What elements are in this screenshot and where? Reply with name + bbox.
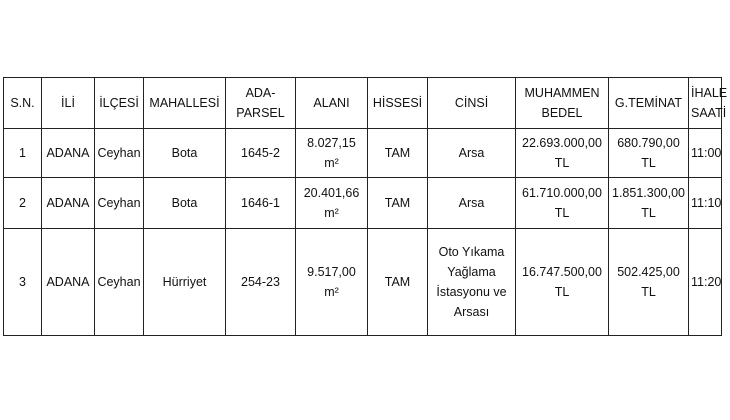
header-muhammen-bedel: MUHAMMEN BEDEL — [516, 78, 609, 129]
header-teminat: G.TEMİNAT — [609, 78, 689, 129]
cell-hisse: TAM — [368, 178, 428, 229]
cell-teminat: 1.851.300,00 TL — [609, 178, 689, 229]
cell-ihale-saati: 11:00 — [689, 129, 722, 178]
cell-muhammen-bedel: 22.693.000,00 TL — [516, 129, 609, 178]
cell-il: ADANA — [42, 178, 95, 229]
cell-ilce: Ceyhan — [95, 229, 144, 336]
header-il: İLİ — [42, 78, 95, 129]
cell-il: ADANA — [42, 129, 95, 178]
auction-table — [3, 77, 728, 336]
header-ihale-saati: İHALE SAATİ — [689, 78, 722, 129]
cell-hisse: TAM — [368, 129, 428, 178]
cell-ihale-saati: 11:10 — [689, 178, 722, 229]
table-row — [4, 229, 722, 336]
header-sn: S.N. — [4, 78, 42, 129]
cell-il: ADANA — [42, 229, 95, 336]
cell-alan: 9.517,00 m² — [296, 229, 368, 336]
cell-ada-parsel: 1646-1 — [226, 178, 296, 229]
cell-cins: Arsa — [428, 178, 516, 229]
cell-sn: 2 — [4, 178, 42, 229]
header-ilce: İLÇESİ — [95, 78, 144, 129]
header-ada-parsel: ADA- PARSEL — [226, 78, 296, 129]
header-cins: CİNSİ — [428, 78, 516, 129]
cell-cins: Oto Yıkama Yağlama İstasyonu ve Arsası — [428, 229, 516, 336]
header-mahalle: MAHALLESİ — [144, 78, 226, 129]
header-alan: ALANI — [296, 78, 368, 129]
cell-teminat: 502.425,00 TL — [609, 229, 689, 336]
cell-mahalle: Bota — [144, 178, 226, 229]
cell-ilce: Ceyhan — [95, 178, 144, 229]
cell-muhammen-bedel: 16.747.500,00 TL — [516, 229, 609, 336]
cell-mahalle: Bota — [144, 129, 226, 178]
cell-alan: 8.027,15 m² — [296, 129, 368, 178]
cell-ada-parsel: 254-23 — [226, 229, 296, 336]
cell-cins: Arsa — [428, 129, 516, 178]
cell-ihale-saati: 11:20 — [689, 229, 722, 336]
cell-teminat: 680.790,00 TL — [609, 129, 689, 178]
table-header-row — [4, 78, 722, 129]
cell-muhammen-bedel: 61.710.000,00 TL — [516, 178, 609, 229]
cell-sn: 3 — [4, 229, 42, 336]
cell-sn: 1 — [4, 129, 42, 178]
cell-alan: 20.401,66 m² — [296, 178, 368, 229]
cell-ilce: Ceyhan — [95, 129, 144, 178]
cell-hisse: TAM — [368, 229, 428, 336]
table-row — [4, 129, 722, 178]
cell-mahalle: Hürriyet — [144, 229, 226, 336]
header-hisse: HİSSESİ — [368, 78, 428, 129]
cell-ada-parsel: 1645-2 — [226, 129, 296, 178]
table-row — [4, 178, 722, 229]
